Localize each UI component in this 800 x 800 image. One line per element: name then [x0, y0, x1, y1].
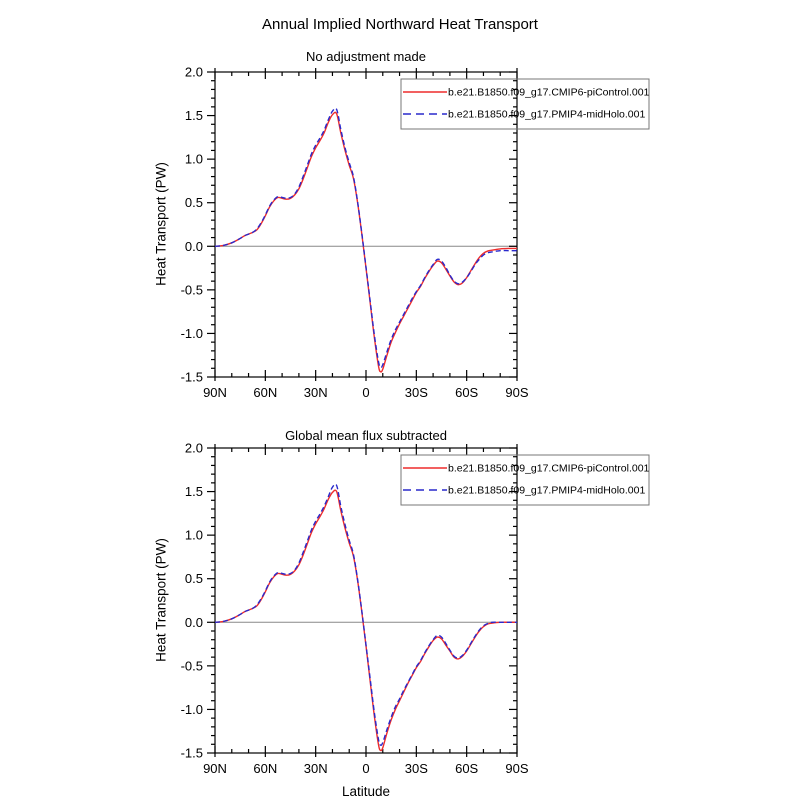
y-tick-label: 0.5 — [184, 195, 203, 211]
x-tick-label: 90S — [505, 385, 529, 400]
panel2-title: Global mean flux subtracted — [285, 428, 447, 443]
y-tick-label: 0.0 — [184, 238, 203, 254]
x-tick-label: 30S — [404, 761, 428, 776]
xaxis-label: Latitude — [341, 784, 391, 799]
panel1-yaxis-label: Heat Transport (PW) — [153, 162, 169, 286]
x-tick-label: 90N — [203, 385, 227, 400]
y-tick-label: 2.0 — [184, 64, 203, 80]
x-tick-label: 90N — [203, 761, 227, 776]
y-tick-label: 0.0 — [184, 614, 203, 630]
y-tick-label: 1.5 — [184, 484, 203, 500]
panel1-series-2-curve — [215, 108, 517, 367]
x-tick-label: 60N — [253, 385, 278, 400]
y-tick-label: 0.5 — [184, 571, 203, 587]
x-tick-label: 90S — [505, 761, 529, 776]
x-tick-label: 30S — [404, 385, 428, 400]
panel2-legend — [401, 455, 650, 505]
y-tick-label: -1.5 — [180, 745, 203, 761]
y-tick-label: 2.0 — [184, 440, 203, 456]
panel1-legend — [401, 79, 650, 129]
panel2-yaxis-label: Heat Transport (PW) — [153, 538, 169, 662]
x-tick-label: 60S — [455, 385, 479, 400]
x-tick-label: 60S — [455, 761, 479, 776]
x-tick-label: 30N — [303, 761, 328, 776]
x-tick-label: 0 — [362, 761, 370, 776]
figure-title: Annual Implied Northward Heat Transport — [262, 16, 538, 33]
legend-entry-label: b.e21.B1850.f09_g17.CMIP6-piControl.001 — [448, 86, 650, 99]
legend-entry-label: b.e21.B1850.f09_g17.PMIP4-midHolo.001 — [448, 484, 646, 497]
y-tick-label: -1.0 — [180, 325, 203, 341]
x-tick-label: 30N — [303, 385, 328, 400]
panel2-series-1-curve — [215, 490, 517, 750]
y-tick-label: 1.5 — [184, 108, 203, 124]
y-tick-label: -1.0 — [180, 701, 203, 717]
panel-1 — [181, 65, 650, 401]
y-tick-label: -0.5 — [180, 282, 203, 298]
panel-2 — [181, 441, 650, 777]
legend-entry-label: b.e21.B1850.f09_g17.PMIP4-midHolo.001 — [448, 108, 646, 121]
panel1-title: No adjustment made — [306, 49, 426, 64]
x-tick-label: 0 — [362, 385, 370, 400]
y-tick-label: -1.5 — [180, 369, 203, 385]
y-tick-label: 1.0 — [184, 527, 203, 543]
legend-entry-label: b.e21.B1850.f09_g17.CMIP6-piControl.001 — [448, 462, 650, 475]
y-tick-label: 1.0 — [184, 151, 203, 167]
panel1-series-1-curve — [215, 112, 517, 372]
y-tick-label: -0.5 — [180, 658, 203, 674]
panel2-series-2-curve — [215, 484, 517, 745]
x-tick-label: 60N — [253, 761, 278, 776]
